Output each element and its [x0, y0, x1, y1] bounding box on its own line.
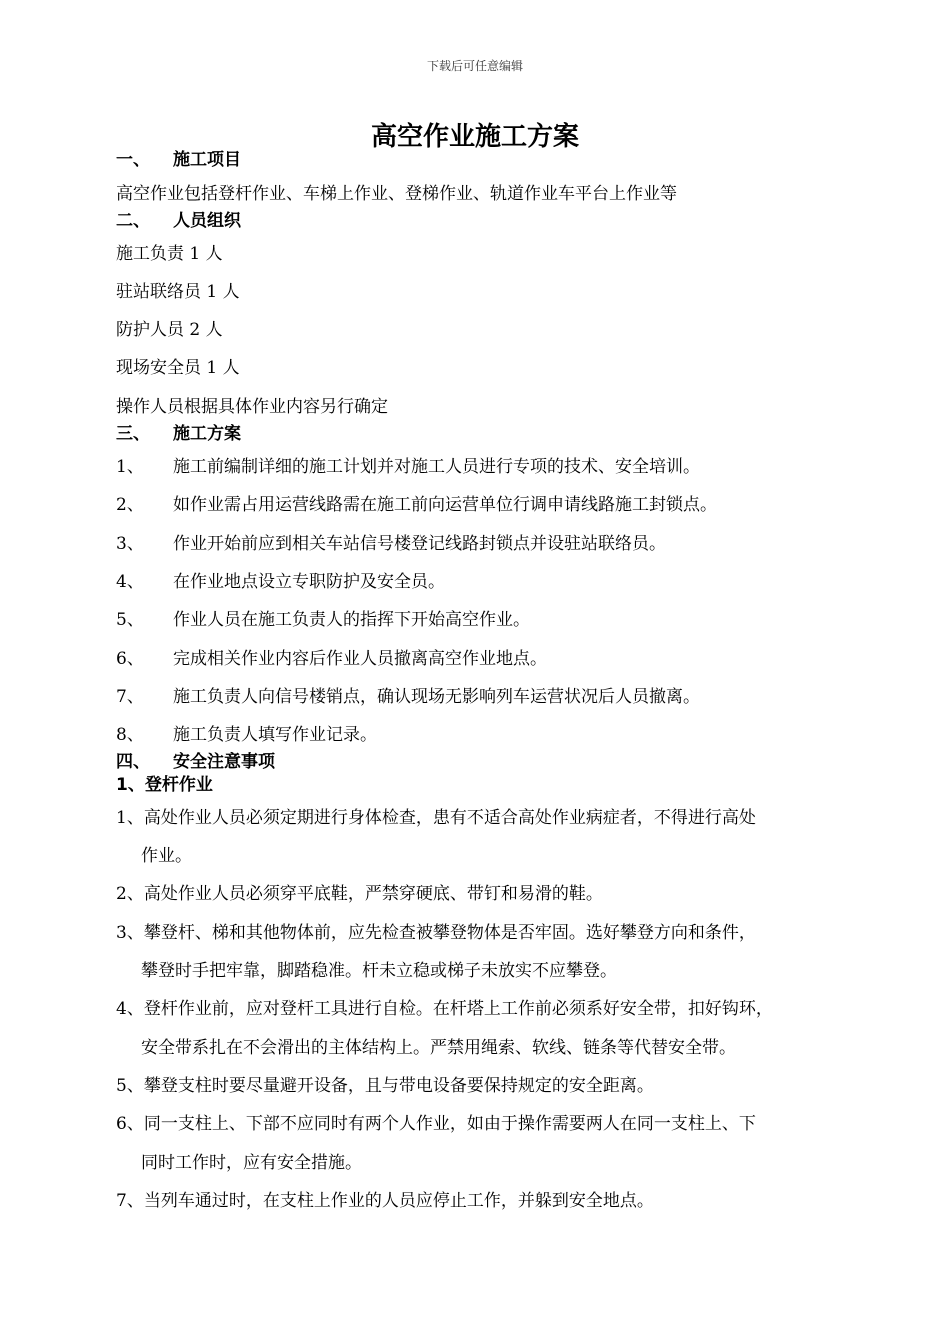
safety-rule: 6、同一支柱上、下部不应同时有两个人作业，如由于操作需要两人在同一支柱上、下: [116, 1114, 756, 1134]
plan-step: [116, 648, 547, 670]
safety-rule-continuation: 攀登时手把牢靠，脚踏稳准。杆未立稳或梯子未放实不应攀登。: [141, 961, 617, 981]
personnel-item: 现场安全员 1 人: [116, 358, 240, 378]
personnel-item: 施工负责 1 人: [116, 244, 223, 264]
section-number: 三、: [116, 424, 150, 444]
section-number: 一、: [116, 150, 150, 170]
section-heading-1: [116, 149, 241, 171]
step-text: 作业人员在施工负责人的指挥下开始高空作业。: [173, 610, 530, 630]
section-heading-2: [116, 210, 241, 232]
plan-step: [116, 724, 377, 746]
safety-rule-continuation: 作业。: [141, 846, 192, 866]
safety-rule: 4、登杆作业前，应对登杆工具进行自检。在杆塔上工作前必须系好安全带，扣好钩环，: [116, 999, 773, 1019]
step-number: 5、: [116, 610, 144, 630]
step-number: 1、: [116, 457, 144, 477]
plan-step: [116, 609, 530, 631]
step-text: 如作业需占用运营线路需在施工前向运营单位行调申请线路施工封锁点。: [173, 495, 717, 515]
personnel-item: 防护人员 2 人: [116, 320, 223, 340]
safety-rule-continuation: 同时工作时，应有安全措施。: [141, 1153, 362, 1173]
step-number: 3、: [116, 534, 144, 554]
section-title: 人员组织: [173, 211, 241, 231]
safety-rule: 3、攀登杆、梯和其他物体前，应先检查被攀登物体是否牢固。选好攀登方向和条件，: [116, 923, 756, 943]
safety-rule: 1、高处作业人员必须定期进行身体检查，患有不适合高处作业病症者，不得进行高处: [116, 808, 756, 828]
step-number: 8、: [116, 725, 144, 745]
safety-rule: 2、高处作业人员必须穿平底鞋，严禁穿硬底、带钉和易滑的鞋。: [116, 884, 603, 904]
section-heading-3: [116, 423, 241, 445]
personnel-item: 操作人员根据具体作业内容另行确定: [116, 397, 388, 417]
plan-step: [116, 571, 445, 593]
section-title: 施工项目: [173, 150, 241, 170]
personnel-item: 驻站联络员 1 人: [116, 282, 240, 302]
section-title: 施工方案: [173, 424, 241, 444]
step-number: 2、: [116, 495, 144, 515]
step-number: 7、: [116, 687, 144, 707]
step-text: 施工负责人向信号楼销点，确认现场无影响列车运营状况后人员撤离。: [173, 687, 700, 707]
step-text: 作业开始前应到相关车站信号楼登记线路封锁点并设驻站联络员。: [173, 534, 666, 554]
step-text: 完成相关作业内容后作业人员撤离高空作业地点。: [173, 649, 547, 669]
plan-step: [116, 456, 700, 478]
plan-step: [116, 533, 666, 555]
header-note: 下载后可任意编辑: [426, 59, 523, 73]
step-text: 在作业地点设立专职防护及安全员。: [173, 572, 445, 592]
safety-rule: 5、攀登支柱时要尽量避开设备，且与带电设备要保持规定的安全距离。: [116, 1076, 654, 1096]
document-title: 高空作业施工方案: [370, 122, 579, 152]
step-text: 施工前编制详细的施工计划并对施工人员进行专项的技术、安全培训。: [173, 457, 700, 477]
safety-rule-continuation: 安全带系扎在不会滑出的主体结构上。严禁用绳索、软线、链条等代替安全带。: [141, 1038, 736, 1058]
subsection-heading: 1、登杆作业: [116, 775, 213, 795]
safety-rule: 7、当列车通过时，在支柱上作业的人员应停止工作，并躲到安全地点。: [116, 1191, 654, 1211]
plan-step: [116, 494, 717, 516]
step-number: 6、: [116, 649, 144, 669]
step-text: 施工负责人填写作业记录。: [173, 725, 377, 745]
section-title: 安全注意事项: [173, 752, 275, 772]
section-1-text: 高空作业包括登杆作业、车梯上作业、登梯作业、轨道作业车平台上作业等: [116, 184, 677, 204]
section-number: 四、: [116, 752, 150, 772]
step-number: 4、: [116, 572, 144, 592]
section-heading-4: [116, 751, 275, 773]
section-number: 二、: [116, 211, 150, 231]
plan-step: [116, 686, 700, 708]
